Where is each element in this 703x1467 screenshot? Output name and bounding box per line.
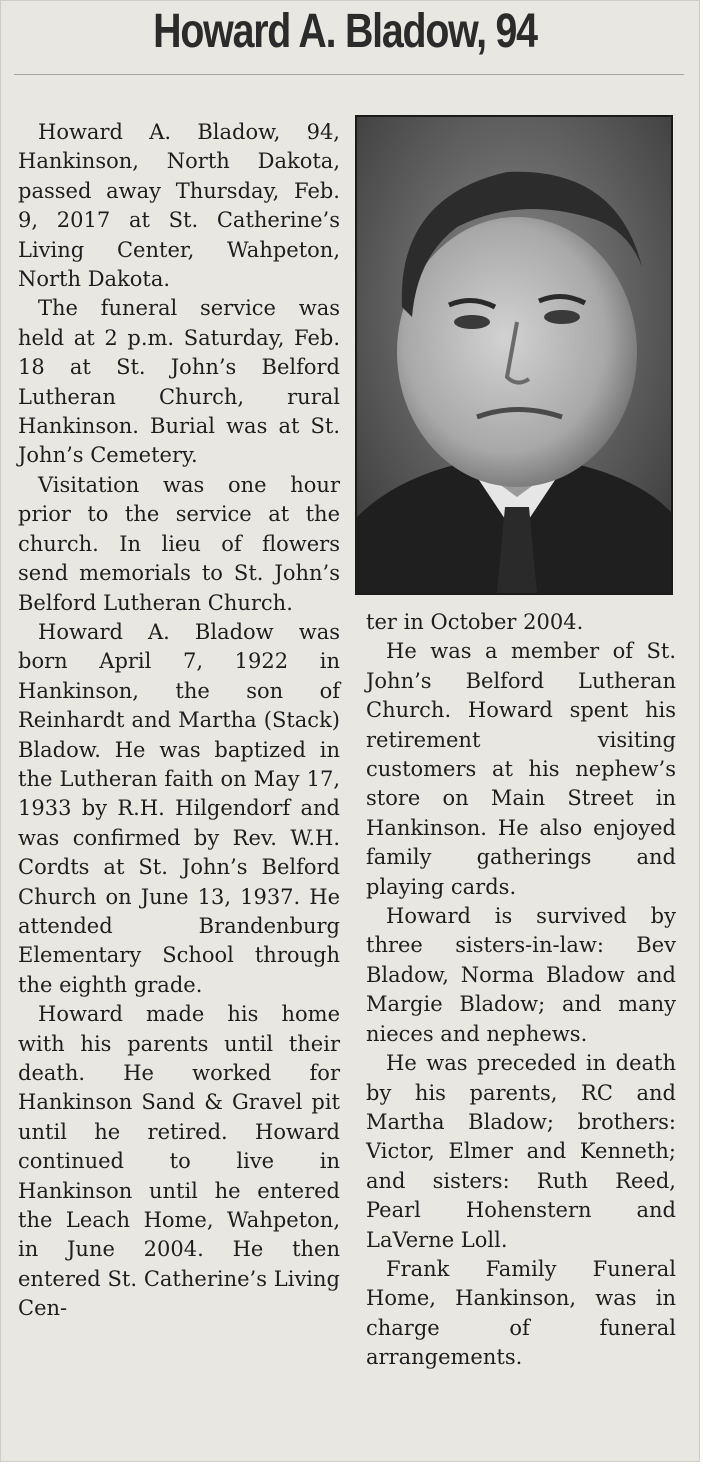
paragraph-continuation: ter in October 2004. <box>366 610 584 634</box>
paragraph-preceded-in-death: He was preceded in death by his parents, RC and Martha Bladow; brothers: Victor, Elmer and Kenneth; and sisters: Ruth Reed, Pearl Hohenstern and LaVerne Loll. <box>366 1051 676 1252</box>
obituary-headline: Howard A. Bladow, 94 <box>153 5 537 58</box>
paragraph-visitation: Visitation was one hour prior to the service at the church. In lieu of flowers send memorials to St. John’s Belford Lutheran Church. <box>18 472 340 615</box>
portrait-photo <box>355 115 673 595</box>
paragraph-membership: He was a member of St. John’s Belford Lutheran Church. Howard spent his retirement visiting customers at his nephew’s store on Main Street in Hankinson. He also enjoyed family gatherings and playing cards. <box>366 639 676 899</box>
paragraph-funeral-home: Frank Family Funeral Home, Hankinson, was in charge of funeral arrangements. <box>366 1256 676 1370</box>
paragraph-biography-birth: Howard A. Bladow was born April 7, 1922 in Hankinson, the son of Reinhardt and Martha (Stack) Bladow. He was baptized in the Lutheran faith on May 17, 1933 by R.H. Hilgendorf and was confirmed by Rev. W.H. Cordts at St. John’s Belford Church on June 13, 1937. He attended Brandenburg Elementary School through the eighth grade. <box>18 619 340 997</box>
headline-rule <box>14 74 684 75</box>
paragraph-death-notice: Howard A. Bladow, 94, Hankinson, North Dakota, passed away Thursday, Feb. 9, 2017 at St. Catherine’s Living Center, Wahpeton, North Dakota. <box>18 120 340 292</box>
paragraph-funeral-service: The funeral service was held at 2 p.m. Saturday, Feb. 18 at St. John’s Belford Lutheran Church, rural Hankinson. Burial was at St. John’s Cemetery. <box>18 296 340 468</box>
paragraph-survivors: Howard is survived by three sisters-in-law: Bev Bladow, Norma Bladow and Margie Bladow; and many nieces and nephews. <box>366 904 676 1046</box>
left-column <box>18 118 340 1324</box>
portrait-icon <box>357 117 671 593</box>
paragraph-biography-home: Howard made his home with his parents until their death. He worked for Hankinson Sand & Gravel pit until he retired. Howard continued to live in Hankinson until he entered the Leach Home, Wahpeton, in June 2004. He then entered St. Catherine’s Living Cen- <box>18 1002 340 1321</box>
right-column <box>366 608 676 1373</box>
